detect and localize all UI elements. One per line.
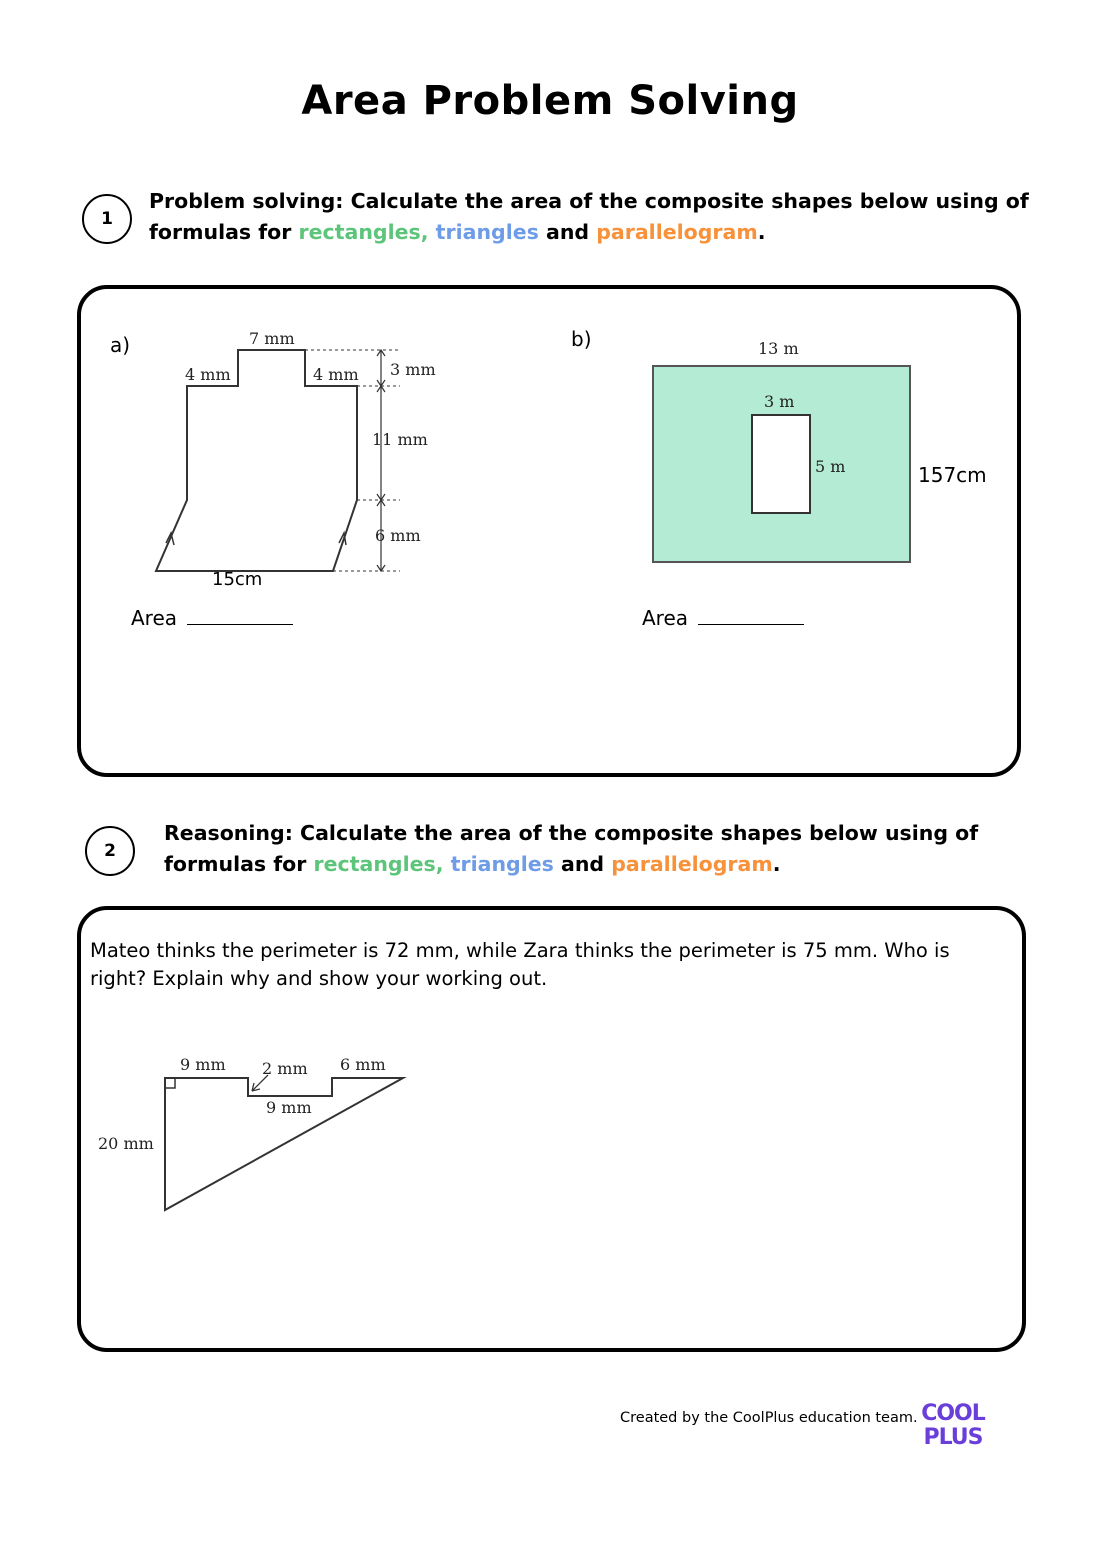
instruction-and: and	[560, 852, 605, 876]
dim-right-4mm: 4 mm	[313, 365, 359, 384]
right-angle-mark	[165, 1078, 175, 1088]
dim-6mm: 6 mm	[375, 526, 421, 545]
dim-2mm: 2 mm	[262, 1059, 308, 1078]
instruction-end: .	[772, 852, 781, 876]
dim-6mm: 6 mm	[340, 1055, 386, 1074]
dim-top-7mm: 7 mm	[249, 329, 295, 348]
part-b-figure	[640, 330, 930, 580]
inner-height-label: 5 m	[815, 457, 846, 476]
outer-height-label: 157cm	[918, 463, 987, 487]
dim-left-4mm: 4 mm	[185, 365, 231, 384]
dim-9mm-bottom: 9 mm	[266, 1098, 312, 1117]
part-a-label: a)	[110, 333, 131, 357]
question-2-figure	[90, 1045, 420, 1225]
keyword-rectangles: rectangles,	[313, 852, 444, 876]
dim-20mm: 20 mm	[98, 1134, 154, 1153]
part-a-area-answer	[131, 606, 293, 630]
inner-rectangle	[752, 415, 810, 513]
keyword-rectangles: rectangles,	[298, 220, 429, 244]
keyword-parallelogram: parallelogram	[611, 852, 773, 876]
coolplus-logo	[914, 1398, 992, 1448]
part-a-base-label: 15cm	[212, 569, 263, 590]
page-title: Area Problem Solving	[301, 78, 799, 124]
dim-3mm: 3 mm	[390, 360, 436, 379]
part-a-figure	[145, 325, 445, 600]
keyword-triangles: triangles	[450, 852, 554, 876]
keyword-parallelogram: parallelogram	[596, 220, 758, 244]
footer-credit: Created by the CoolPlus education team.	[620, 1410, 918, 1426]
logo-top-text: COOL	[921, 1401, 985, 1426]
dim-9mm-top: 9 mm	[180, 1055, 226, 1074]
area-label: Area	[131, 606, 178, 630]
question-2-text: Mateo thinks the perimeter is 72 mm, while Zara thinks the perimeter is 75 mm. Who is right? Explain why and show your working out.	[90, 939, 950, 990]
instruction-text: Problem solving: Calculate the area of the composite shapes below using of formulas for	[149, 189, 1029, 244]
instruction-end: .	[757, 220, 766, 244]
outer-width-label: 13 m	[758, 339, 799, 358]
instruction-and: and	[545, 220, 590, 244]
answer-blank[interactable]	[187, 606, 293, 625]
question-1-instructions	[149, 186, 1029, 248]
dim-11mm: 11 mm	[372, 430, 428, 449]
answer-blank[interactable]	[698, 606, 804, 625]
instruction-text: Reasoning: Calculate the area of the composite shapes below using of formulas for	[164, 821, 979, 876]
question-number-badge: 2	[85, 826, 135, 876]
logo-bottom-text: PLUS	[923, 1425, 983, 1448]
inner-width-label: 3 m	[764, 392, 795, 411]
part-b-area-answer	[642, 606, 804, 630]
part-b-label: b)	[571, 327, 592, 351]
question-number-badge: 1	[82, 194, 132, 244]
area-label: Area	[642, 606, 689, 630]
keyword-triangles: triangles	[435, 220, 539, 244]
question-2-instructions	[164, 818, 1024, 880]
